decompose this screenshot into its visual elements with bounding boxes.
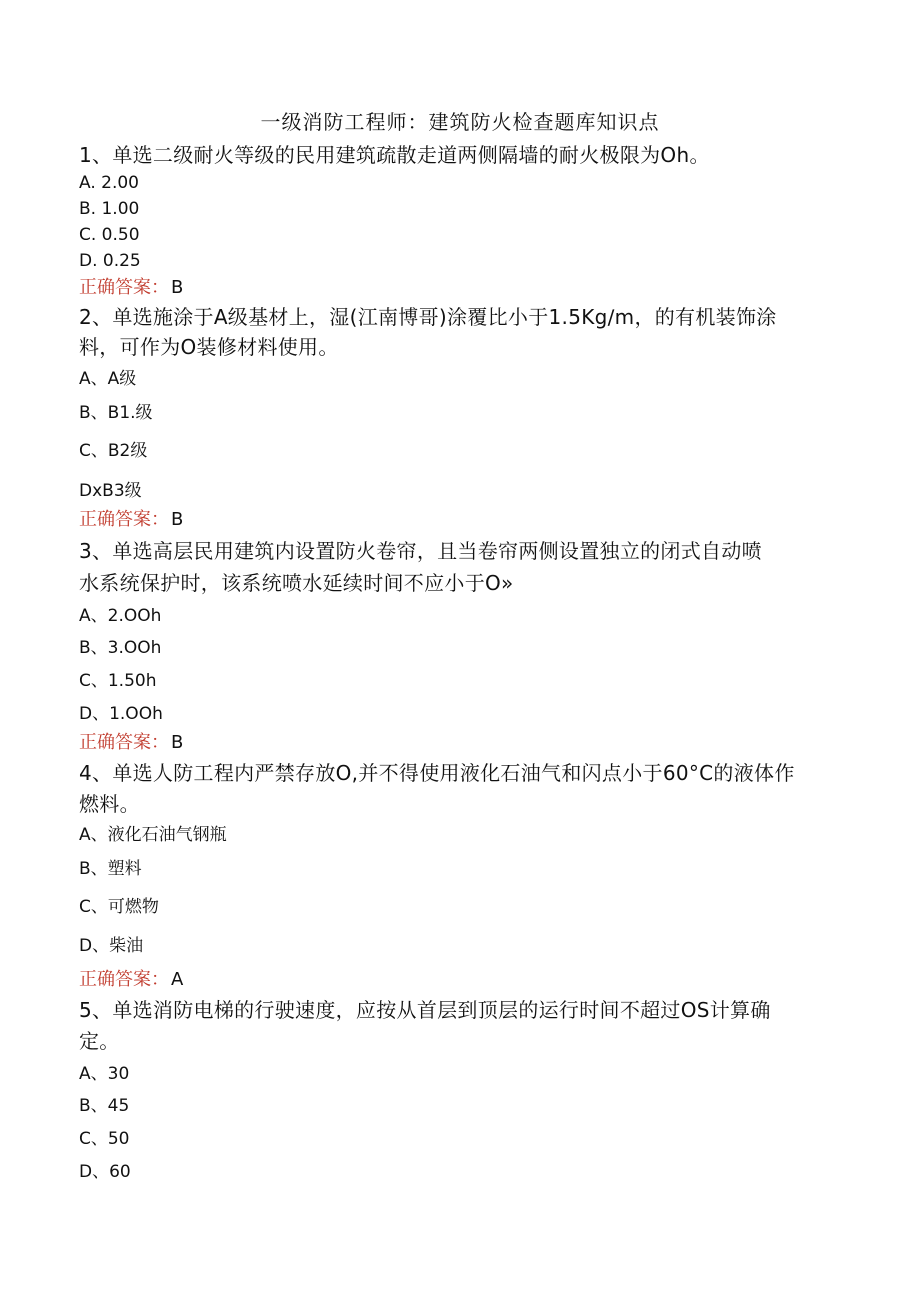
answer-label: 正确答案： [79,969,169,990]
question-1-option-c: C. 0.50 [79,225,140,245]
question-3-text-line-1: 3、单选高层民用建筑内设置防火卷帘，且当卷帘两侧设置独立的闭式自动喷 [79,539,762,563]
question-5-option-b: B、45 [79,1096,130,1116]
question-3-option-b: B、3.OOh [79,638,162,658]
question-4-answer [79,966,183,994]
answer-label: 正确答案： [79,732,169,753]
question-2-text-line-2: 料，可作为O装修材料使用。 [79,335,339,359]
question-5-text-line-2: 定。 [79,1029,120,1053]
question-3-option-c: C、1.50h [79,671,157,691]
question-3-option-a: A、2.OOh [79,606,162,626]
question-2-option-a: A、A级 [79,369,137,389]
question-1-option-d: D. 0.25 [79,251,141,271]
question-3-text-line-2: 水系统保护时，该系统喷水延续时间不应小于O» [79,571,514,595]
answer-label: 正确答案： [79,277,169,298]
question-3-option-d: D、1.OOh [79,704,163,724]
question-2-text-line-1: 2、单选施涂于A级基材上，湿(江南博哥)涂覆比小于1.5Kg∕m，的有机装饰涂 [79,305,777,329]
question-2-option-b: B、B1.级 [79,403,153,423]
question-5-option-d: D、60 [79,1162,131,1182]
page-title: 一级消防工程师：建筑防火检查题库知识点 [260,110,660,134]
question-5-text-line-1: 5、单选消防电梯的行驶速度，应按从首层到顶层的运行时间不超过OS计算确 [79,998,771,1022]
question-4-option-b: B、塑料 [79,859,142,879]
question-1-answer [79,274,183,302]
question-5-option-c: C、50 [79,1129,130,1149]
question-1-option-b: B. 1.00 [79,199,140,219]
question-1-text: 1、单选二级耐火等级的民用建筑疏散走道两侧隔墙的耐火极限为Oh。 [79,143,710,167]
question-4-option-d: D、柴油 [79,936,144,956]
question-4-option-c: C、可燃物 [79,897,159,917]
question-4-text-line-1: 4、单选人防工程内严禁存放O,并不得使用液化石油气和闪点小于60°C的液体作 [79,761,795,785]
question-3-answer [79,729,183,757]
question-2-option-d: DxB3级 [79,481,142,501]
question-2-answer [79,506,183,534]
answer-value: B [171,509,184,530]
answer-value: B [171,277,184,298]
question-2-option-c: C、B2级 [79,441,148,461]
question-4-text-line-2: 燃料。 [79,792,140,816]
answer-value: B [171,732,184,753]
answer-value: A [171,969,184,990]
question-4-option-a: A、液化石油气钢瓶 [79,825,227,845]
answer-label: 正确答案： [79,509,169,530]
question-5-option-a: A、30 [79,1064,130,1084]
question-1-option-a: A. 2.00 [79,173,139,193]
